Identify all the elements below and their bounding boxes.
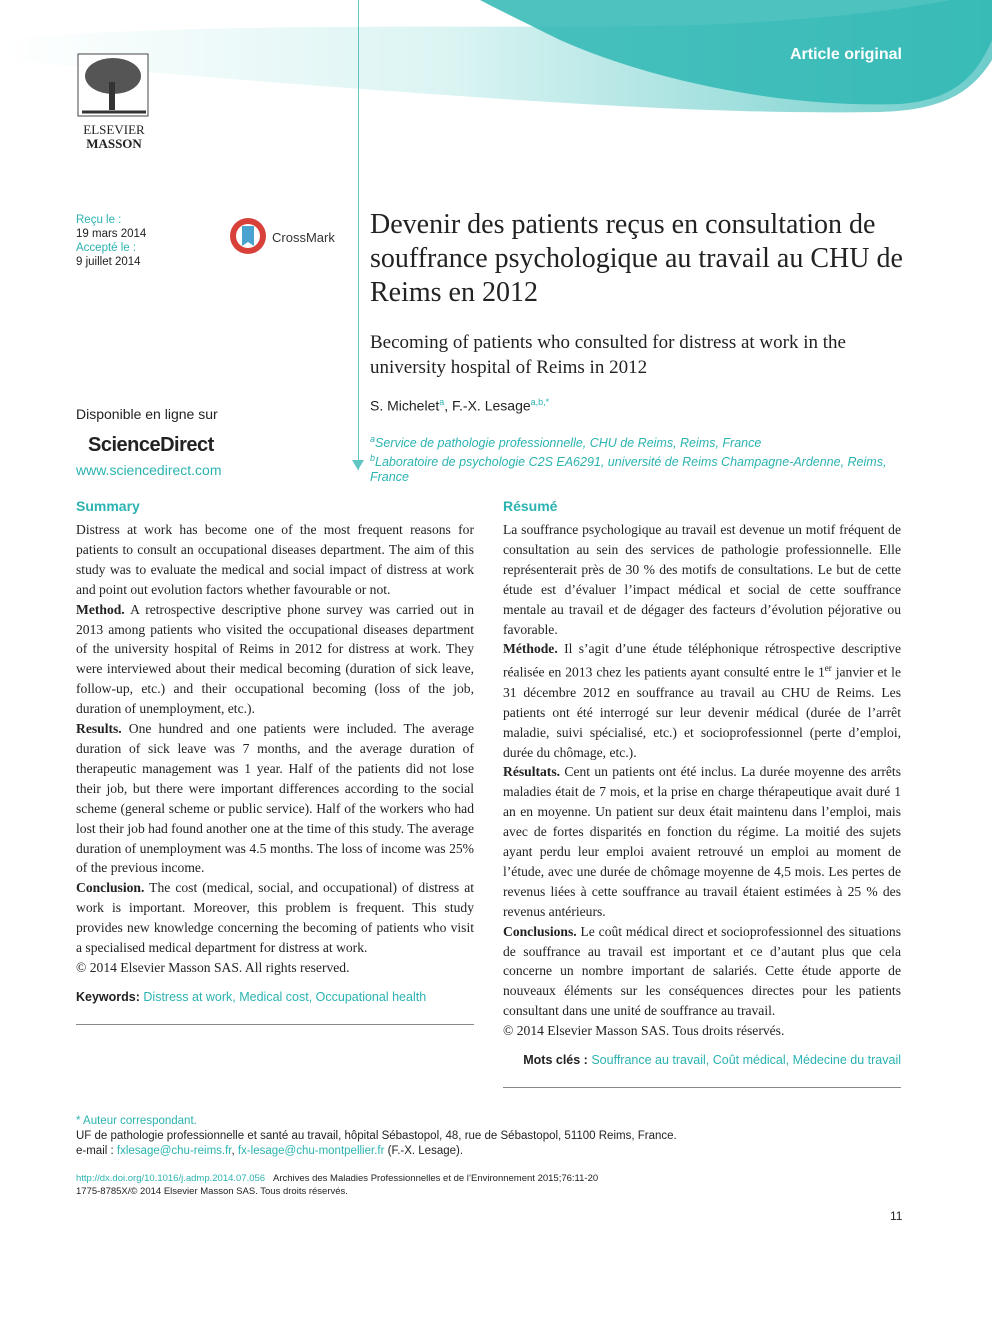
method-text: Il s’agit d’une étude téléphonique rétrospective descriptive réalisée en 2013 chez les patients ayant consulté entre le 1 — [503, 641, 901, 680]
conclusion-label: Conclusions. — [503, 923, 577, 939]
email-link[interactable]: fx-lesage@chu-montpellier.fr — [237, 1145, 385, 1157]
method-label: Method. — [76, 601, 125, 617]
affiliation-b — [370, 451, 900, 485]
accepted-label: Accepté le : — [76, 242, 137, 254]
received-date: 19 mars 2014 — [76, 228, 147, 240]
resume-method — [503, 639, 901, 762]
method-text: A retrospective descriptive phone survey was carried out in 2013 among patients who visited the occupational diseases department of the university hospital of Reims in 2012 for distress at work. They were interviewed about their medical becoming (duration of sick leave, follow-up, etc.) and their occupational becoming (loss of the job, duration of unemployment, etc.). — [76, 601, 474, 717]
summary-conclusion — [76, 878, 474, 958]
affiliations — [370, 432, 900, 485]
article-type-label: Article original — [789, 46, 902, 63]
email-suffix: (F.-X. Lesage). — [384, 1145, 464, 1157]
summary-section — [76, 498, 474, 1025]
elsevier-masson-logo — [76, 52, 154, 152]
conclusion-text: Le coût médical direct et socioprofessionnel des situations de souffrance au travail est important et ce d’autant plus que cela concerne un nombre important de salariés. Cette étude apporte de nouveaux éléments sur les conséquences directes pour les patients consultant dans une unité de souffrance au travail. — [503, 923, 901, 1019]
author-name: S. Michelet — [370, 397, 440, 414]
results-text: Cent un patients ont été inclus. La durée moyenne des arrêts maladies était de 7 mois, et la prise en charge thérapeutique avait duré 1 an en moyenne. Un patient sur deux était maintenu dans l’emploi, mais avec de fortes disparités en fonction du régime. La moitié des sujets ayant perdu leur emploi avaient retrouvé un emploi au moment de l’étude, avec une durée de chômage moyenne de 4,5 mois. Les pertes de revenus liées à cette souffrance au travail étaient estimées à 25 % des revenus antérieurs. — [503, 764, 902, 919]
resume-intro: La souffrance psychologique au travail est devenue un motif fréquent de consultation au sein des services de pathologie professionnelle. Elle représenterait près de 30 % des motifs de consultations. Le but de cette étude est d’évaluer l’impact médical et social de cette souffrance mentale au travail et de dégager des facteurs d’évolution péjorative ou favorable. — [503, 522, 901, 637]
results-label: Results. — [76, 721, 122, 737]
summary-keywords — [76, 988, 474, 1006]
article-title: Devenir des patients reçus en consultation de souffrance psychologique au travail au CHU de Reims en 2012 — [370, 209, 903, 308]
resume-results — [503, 762, 901, 921]
divider — [76, 1024, 474, 1025]
logo-wordmark-masson: MASSON — [86, 136, 142, 151]
method-text-cont: janvier et le 31 décembre 2012 en souffrance au travail au CHU de Reims. Les patients ont été interrogé sur leur devenir médical (durée de l’arrêt maladie, suivi spécialisé, etc.) et socioprofessionnel (perte d’emploi, durée du chômage, etc.). — [503, 664, 901, 760]
corresponding-author-footnote — [76, 1114, 906, 1159]
resume-section — [503, 498, 901, 1088]
results-text: One hundred and one patients were included. The average duration of sick leave was 7 months, and the average duration of therapeutic management was 1 year. Half of the patients did not lose their job, but there were important differences according to the social scheme (general scheme or public service). Half of the workers who had lost their job had found another one at the time of this study. The average duration of unemployment was 4.5 months. The loss of income was 25% of the previous income. — [76, 721, 474, 876]
crossmark-badge[interactable] — [228, 216, 338, 256]
received-label: Reçu le : — [76, 214, 122, 226]
page-number: 11 — [890, 1209, 903, 1223]
sciencedirect-link[interactable]: www.sciencedirect.com — [76, 462, 222, 478]
accepted-date: 9 juillet 2014 — [76, 256, 141, 268]
affiliation-a — [370, 432, 900, 451]
summary-copyright: © 2014 Elsevier Masson SAS. All rights reserved. — [76, 959, 350, 975]
corresponding-email — [76, 1144, 906, 1159]
divider — [503, 1087, 901, 1088]
email-label: e-mail : — [76, 1145, 117, 1157]
resume-copyright: © 2014 Elsevier Masson SAS. Tous droits réservés. — [503, 1023, 785, 1039]
divider-arrow-icon — [352, 460, 364, 470]
crossmark-label: CrossMark — [272, 230, 335, 245]
author-list — [370, 397, 549, 414]
doi-link[interactable]: http://dx.doi.org/10.1016/j.admp.2014.07.056 — [76, 1173, 266, 1184]
email-link[interactable]: fxlesage@chu-reims.fr — [116, 1145, 232, 1157]
affiliation-text: Service de pathologie professionnelle, CHU de Reims, Reims, France — [375, 436, 762, 451]
online-label: Disponible en ligne sur — [76, 406, 218, 422]
journal-citation: Archives des Maladies Professionnelles et de l’Environnement 2015;76:11-20 — [273, 1173, 599, 1184]
resume-heading: Résumé — [503, 498, 558, 514]
author-affil-mark[interactable]: a,b,* — [530, 397, 550, 407]
results-label: Résultats. — [503, 764, 561, 780]
corresponding-address: UF de pathologie professionnelle et santé au travail, hôpital Sébastopol, 48, rue de Sébastopol, 51100 Reims, France. — [76, 1130, 677, 1142]
sciencedirect-logo: ScienceDirect — [88, 434, 214, 456]
conclusion-label: Conclusion. — [76, 880, 145, 896]
author-affil-mark[interactable]: a — [439, 397, 445, 407]
keywords-list[interactable]: Distress at work, Medical cost, Occupational health — [143, 989, 427, 1004]
resume-keywords — [503, 1051, 901, 1069]
affil-mark: b — [370, 453, 376, 464]
keywords-label: Keywords: — [76, 989, 140, 1004]
issn-copyright: 1775-8785X/© 2014 Elsevier Masson SAS. Tous droits réservés. — [76, 1186, 348, 1197]
logo-wordmark-elsevier: ELSEVIER — [83, 122, 145, 137]
author-name: F.-X. Lesage — [452, 397, 531, 414]
article-subtitle: Becoming of patients who consulted for distress at work in the university hospital of Reims in 2012 — [370, 332, 846, 378]
affiliation-text: Laboratoire de psychologie C2S EA6291, université de Reims Champagne-Ardenne, Reims, France — [370, 455, 887, 485]
corresponding-label: * Auteur correspondant. — [76, 1115, 197, 1127]
keywords-list[interactable]: Souffrance au travail, Coût médical, Médecine du travail — [591, 1053, 901, 1068]
conclusion-text: The cost (medical, social, and occupational) of distress at work is important. Moreover, this problem is frequent. This study provides new knowledge concerning the becoming of patients who visit a specialised medical department for distress at work. — [76, 880, 475, 956]
divider-vertical — [358, 0, 359, 470]
article-dates — [76, 213, 146, 269]
author-separator: , — [444, 397, 453, 414]
ordinal-suffix: er — [824, 663, 832, 674]
reference-info — [76, 1172, 598, 1198]
affil-mark: a — [370, 434, 376, 444]
keywords-label: Mots clés : — [523, 1053, 588, 1068]
resume-conclusion — [503, 922, 901, 1022]
summary-intro: Distress at work has become one of the most frequent reasons for patients to consult an occupational diseases department. The aim of this study was to evaluate the medical and social impact of distress at work and point out evolution factors whether favourable or not. — [76, 522, 474, 597]
method-label: Méthode. — [503, 641, 558, 657]
summary-method — [76, 600, 474, 719]
summary-results — [76, 719, 474, 878]
email-separator: , — [231, 1145, 238, 1157]
summary-heading: Summary — [76, 498, 140, 514]
